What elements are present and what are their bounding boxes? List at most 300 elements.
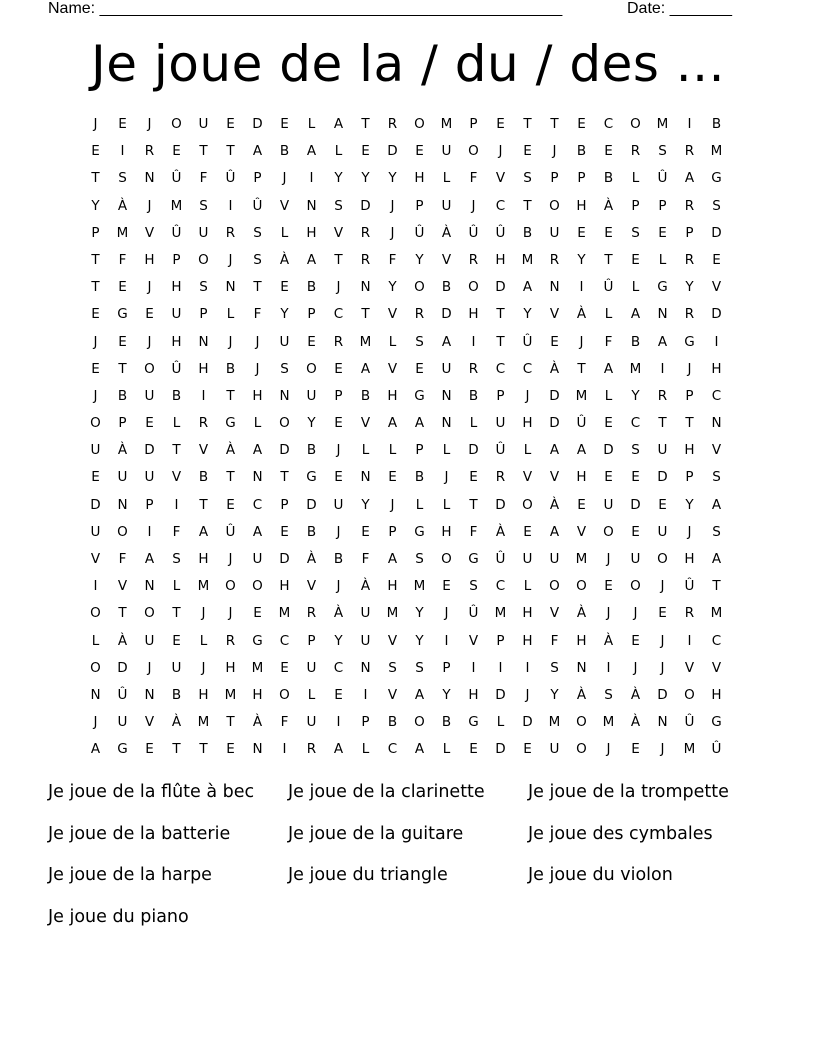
grid-letter: P [658,197,667,214]
grid-letter: E [361,143,370,160]
grid-letter: H [198,686,209,703]
grid-letter: U [549,224,560,241]
grid-letter: M [494,605,507,622]
grid-letter: L [361,442,370,459]
grid-letter: Û [522,333,533,350]
grid-letter: P [307,632,316,649]
grid-letter: L [604,306,613,323]
grid-letter: Y [91,197,100,214]
grid-letter: A [549,442,560,459]
grid-letter: E [631,523,640,540]
grid-letter: N [549,279,560,296]
grid-letter: B [441,279,452,296]
grid-letter: E [280,116,289,132]
grid-letter: D [90,496,101,513]
grid-letter: H [387,578,398,595]
grid-letter: Y [415,632,424,649]
grid-letter: I [363,686,368,703]
grid-letter: E [280,279,289,296]
grid-letter: À [549,496,560,513]
grid-letter: U [549,741,560,758]
grid-letter: D [495,741,506,758]
grid-letter: I [660,360,665,377]
grid-letter: T [172,442,181,459]
grid-letter: U [117,469,128,486]
grid-letter: B [414,469,425,486]
grid-letter: S [712,469,721,486]
grid-letter: E [253,605,262,622]
grid-letter: I [687,632,692,649]
grid-letter: V [144,714,155,731]
grid-letter: E [469,741,478,758]
word-list-item: Je joue de la guitare [288,823,464,844]
grid-letter: P [253,170,262,187]
grid-letter: L [523,578,532,595]
grid-letter: H [522,415,533,432]
grid-letter: U [657,442,668,459]
grid-letter: O [252,578,263,595]
grid-letter: N [360,469,371,486]
grid-letter: P [631,197,640,214]
grid-letter: L [172,578,181,595]
grid-letter: T [226,387,235,404]
grid-letter: T [361,116,370,132]
grid-letter: Y [577,251,586,268]
grid-letter: I [282,741,287,758]
grid-letter: V [549,306,560,323]
grid-letter: Y [685,279,694,296]
grid-letter: L [442,442,451,459]
grid-letter: J [201,659,206,676]
grid-letter: V [711,659,722,676]
grid-letter: Y [307,415,316,432]
grid-letter: S [253,224,262,241]
grid-letter: À [252,714,263,731]
grid-letter: À [117,442,128,459]
word-list-item: Je joue du violon [528,865,673,886]
grid-letter: T [199,496,208,513]
grid-letter: F [550,632,559,649]
grid-letter: C [495,360,506,377]
grid-letter: U [144,632,155,649]
grid-letter: F [469,170,478,187]
grid-letter: Û [171,360,182,377]
grid-letter: J [552,143,557,160]
grid-letter: T [199,143,208,160]
grid-letter: P [199,306,208,323]
grid-letter: R [657,387,668,404]
grid-letter: J [606,741,611,758]
word-list-item: Je joue de la clarinette [288,782,485,802]
grid-letter: H [279,578,290,595]
grid-letter: S [253,251,262,268]
word-list [48,778,768,944]
grid-letter: P [442,659,451,676]
word-list-item: Je joue de la harpe [48,865,212,886]
grid-letter: E [523,523,532,540]
grid-letter: L [388,333,397,350]
grid-letter: C [279,632,290,649]
grid-letter: O [90,605,101,622]
grid-letter: À [603,632,614,649]
grid-letter: G [306,469,317,486]
grid-letter: B [360,387,371,404]
grid-letter: G [711,714,722,731]
grid-letter: E [307,333,316,350]
grid-letter: R [360,251,371,268]
grid-letter: J [336,442,341,459]
grid-letter: J [255,360,260,377]
grid-letter: H [171,279,182,296]
grid-letter: F [280,714,289,731]
grid-letter: E [631,632,640,649]
grid-letter: I [687,116,692,132]
grid-letter: L [307,686,316,703]
grid-letter: U [171,659,182,676]
grid-letter: S [199,279,208,296]
grid-letter: T [658,415,667,432]
grid-letter: C [333,306,344,323]
grid-letter: G [468,551,479,567]
grid-letter: N [576,659,587,676]
grid-letter: U [495,415,506,432]
grid-letter: T [361,306,370,323]
grid-letter: L [91,632,100,649]
grid-letter: G [225,415,236,432]
grid-letter: U [279,333,290,350]
grid-letter: À [576,306,587,323]
grid-letter: T [577,360,586,377]
grid-letter: E [550,333,559,350]
grid-letter: E [577,224,586,241]
grid-letter: J [147,197,152,214]
grid-letter: E [523,741,532,758]
grid-letter: J [606,605,611,622]
grid-letter: M [521,251,534,268]
grid-letter: E [280,659,289,676]
grid-letter: E [712,251,721,268]
grid-letter: T [550,116,559,132]
grid-letter: U [360,605,371,622]
grid-letter: T [469,496,478,513]
grid-letter: O [576,741,587,758]
grid-letter: M [710,143,723,160]
grid-letter: O [630,116,641,132]
grid-letter: J [282,170,287,187]
word-list-item: Je joue de la batterie [48,823,231,844]
grid-letter: D [468,442,479,459]
grid-letter: O [576,578,587,595]
grid-letter: A [144,551,155,567]
grid-letter: D [306,496,317,513]
grid-letter: A [333,741,344,758]
grid-letter: V [711,442,722,459]
grid-letter: O [630,578,641,595]
grid-letter: O [414,714,425,731]
word-list-item: Je joue du triangle [288,865,448,886]
grid-letter: I [309,170,314,187]
grid-letter: G [414,523,425,540]
grid-letter: L [307,116,316,132]
grid-letter: A [414,741,425,758]
grid-letter: M [197,714,210,731]
grid-letter: V [387,360,398,377]
grid-letter: S [469,578,478,595]
grid-letter: H [414,170,425,187]
grid-letter: U [441,360,452,377]
grid-letter: S [388,659,397,676]
grid-letter: R [225,224,236,241]
grid-letter: I [147,523,152,540]
grid-letter: B [441,714,452,731]
grid-letter: J [390,224,395,241]
grid-letter: P [496,632,505,649]
grid-letter: V [279,197,290,214]
grid-letter: H [684,551,695,567]
grid-letter: E [91,360,100,377]
grid-letter: R [198,415,209,432]
grid-letter: H [468,686,479,703]
grid-letter: R [333,333,344,350]
grid-letter: Û [171,224,182,241]
grid-letter: N [657,714,668,731]
grid-letter: V [495,170,506,187]
grid-letter: D [252,116,263,132]
grid-letter: U [630,551,641,567]
grid-letter: I [174,496,179,513]
grid-letter: E [631,741,640,758]
grid-letter: J [660,741,665,758]
grid-letter: P [172,251,181,268]
grid-letter: T [199,741,208,758]
grid-letter: G [684,333,695,350]
grid-letter: M [116,224,129,241]
grid-letter: I [336,714,341,731]
grid-letter: S [280,360,289,377]
grid-letter: À [630,714,641,731]
grid-letter: M [278,605,291,622]
grid-letter: V [468,632,479,649]
grid-letter: O [225,578,236,595]
grid-letter: A [90,741,101,758]
grid-letter: B [171,387,182,404]
grid-letter: T [91,251,100,268]
grid-letter: U [90,523,101,540]
grid-letter: S [199,197,208,214]
grid-letter: Û [657,170,668,187]
grid-letter: R [684,143,695,160]
grid-letter: R [684,251,695,268]
grid-letter: J [444,469,449,486]
grid-letter: M [548,714,561,731]
grid-letter: J [660,659,665,676]
grid-letter: A [441,333,452,350]
grid-letter: E [280,523,289,540]
grid-letter: J [336,523,341,540]
grid-letter: I [120,143,125,160]
grid-letter: D [279,442,290,459]
grid-letter: Û [495,551,506,567]
grid-letter: G [468,714,479,731]
grid-letter: D [711,306,722,323]
grid-letter: U [441,197,452,214]
grid-letter: J [201,605,206,622]
grid-letter: M [710,605,723,622]
grid-letter: Y [550,686,559,703]
grid-letter: B [333,551,344,567]
grid-letter: O [198,251,209,268]
grid-letter: E [91,469,100,486]
grid-letter: S [523,170,532,187]
grid-letter: L [442,170,451,187]
grid-letter: L [280,224,289,241]
grid-letter: U [603,496,614,513]
name-field-label: Name: ____________________________________________________ [48,0,563,17]
grid-letter: O [171,116,182,132]
grid-letter: J [633,659,638,676]
grid-letter: J [93,333,98,350]
grid-letter: U [306,714,317,731]
grid-letter: Y [523,306,532,323]
grid-letter: E [469,469,478,486]
grid-letter: M [386,605,399,622]
grid-letter: F [604,333,613,350]
grid-letter: L [658,251,667,268]
grid-letter: E [172,632,181,649]
grid-letter: U [144,387,155,404]
grid-letter: C [711,387,722,404]
grid-letter: A [198,523,209,540]
grid-letter: O [90,659,101,676]
grid-letter: R [684,605,695,622]
grid-letter: T [172,605,181,622]
grid-letter: T [253,279,262,296]
grid-letter: E [334,686,343,703]
grid-letter: M [359,333,372,350]
grid-letter: N [225,279,236,296]
grid-letter: I [714,333,719,350]
grid-letter: N [144,170,155,187]
grid-letter: R [684,197,695,214]
grid-letter: L [226,306,235,323]
grid-letter: F [172,523,181,540]
grid-letter: Y [685,496,694,513]
grid-letter: J [525,686,530,703]
grid-letter: G [657,279,668,296]
grid-letter: O [279,686,290,703]
worksheet-header [48,0,748,18]
page-title: Je joue de la / du / des ... [91,35,725,93]
grid-letter: T [334,251,343,268]
grid-letter: E [145,741,154,758]
grid-letter: E [604,469,613,486]
grid-letter: T [523,116,532,132]
grid-letter: E [118,333,127,350]
grid-letter: P [415,197,424,214]
grid-letter: M [602,714,615,731]
grid-letter: N [198,333,209,350]
grid-letter: F [469,523,478,540]
grid-letter: U [549,551,560,567]
grid-letter: A [711,496,722,513]
grid-letter: E [496,116,505,132]
grid-letter: À [225,442,236,459]
grid-letter: A [306,251,317,268]
grid-letter: A [414,415,425,432]
grid-letter: V [306,578,317,595]
grid-letter: E [388,469,397,486]
grid-letter: C [522,360,533,377]
grid-letter: H [711,360,722,377]
grid-letter: E [415,360,424,377]
grid-letter: Y [631,387,640,404]
grid-letter: A [252,442,263,459]
grid-letter: L [361,741,370,758]
grid-letter: D [441,306,452,323]
grid-letter: F [388,251,397,268]
grid-letter: V [576,523,587,540]
grid-letter: A [684,170,695,187]
grid-letter: J [444,605,449,622]
grid-letter: S [712,197,721,214]
grid-letter: J [390,496,395,513]
grid-letter: Y [388,170,397,187]
grid-letter: Û [684,578,695,595]
grid-letter: U [333,496,344,513]
grid-letter: P [280,496,289,513]
grid-letter: T [118,605,127,622]
grid-letter: D [387,143,398,160]
grid-letter: U [522,551,533,567]
grid-letter: L [334,143,343,160]
grid-letter: T [496,306,505,323]
grid-letter: T [91,279,100,296]
grid-letter: R [360,224,371,241]
grid-letter: A [360,360,371,377]
word-search-grid [82,111,730,764]
grid-letter: F [253,306,262,323]
grid-letter: M [656,116,669,132]
grid-letter: P [334,387,343,404]
grid-letter: V [522,469,533,486]
grid-letter: H [576,197,587,214]
grid-letter: C [252,496,263,513]
grid-letter: R [468,251,479,268]
grid-letter: S [604,686,613,703]
grid-letter: V [549,469,560,486]
grid-letter: D [630,496,641,513]
grid-letter: Y [361,170,370,187]
grid-letter: R [630,143,641,160]
grid-letter: G [414,387,425,404]
grid-letter: O [657,551,668,567]
grid-letter: C [495,197,506,214]
grid-letter: M [683,741,696,758]
grid-letter: À [603,197,614,214]
grid-letter: E [604,415,613,432]
grid-letter: E [172,143,181,160]
grid-letter: C [630,415,641,432]
grid-letter: À [171,714,182,731]
word-list-item: Je joue du piano [48,906,189,927]
grid-letter: À [630,686,641,703]
grid-letter: T [496,333,505,350]
grid-letter: I [579,279,584,296]
grid-letter: I [93,578,98,595]
grid-letter: J [255,333,260,350]
grid-letter: O [522,496,533,513]
word-list-item: Je joue de la trompette [528,782,729,802]
